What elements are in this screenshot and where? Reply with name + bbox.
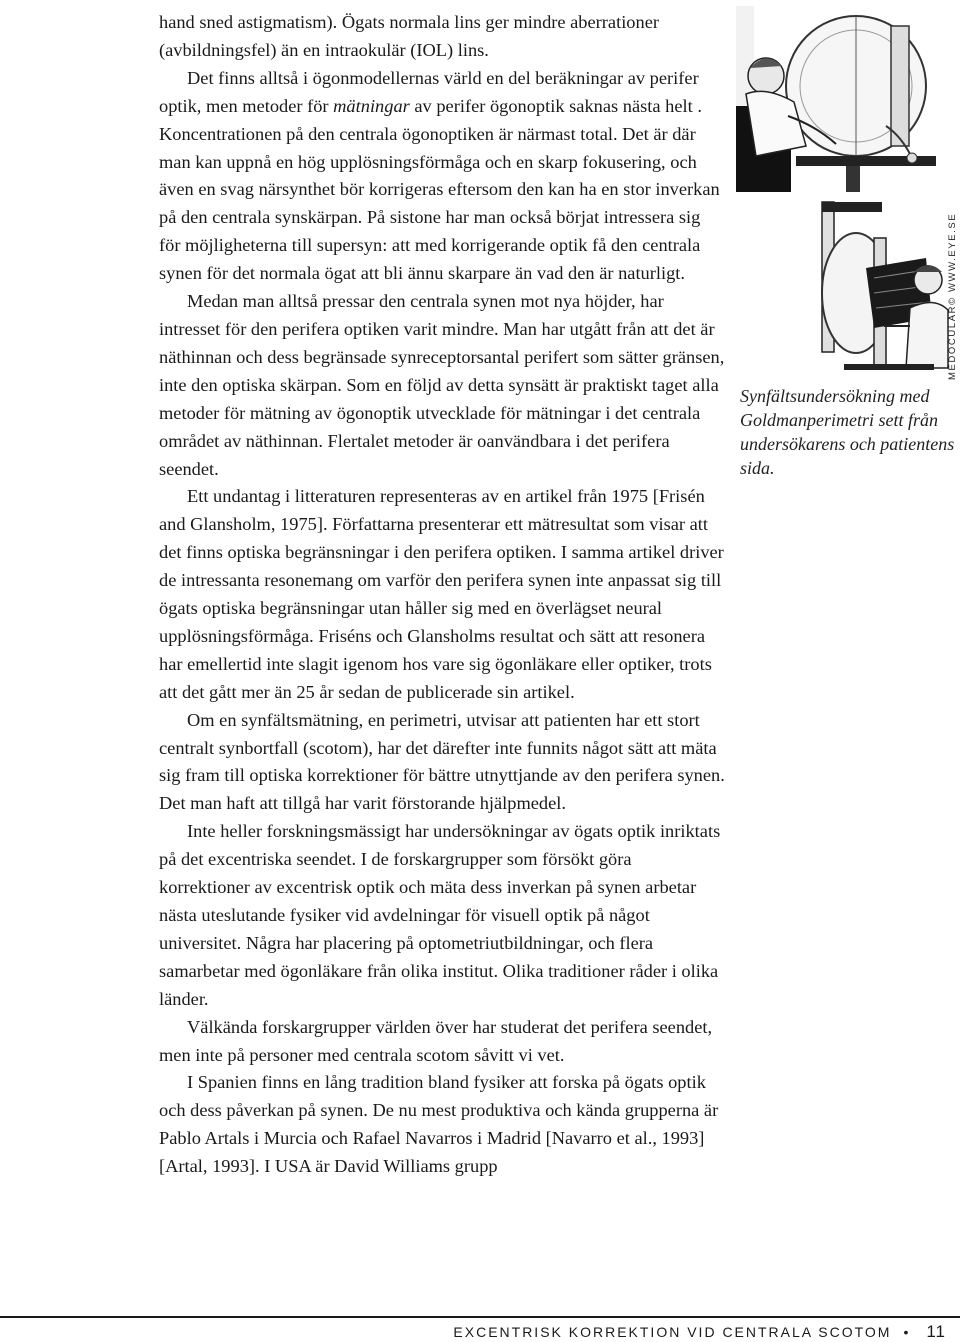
image-credit: MEDOCULAR© WWW.EYE.SE: [947, 212, 958, 380]
paragraph: [159, 65, 725, 288]
paragraph: Medan man alltså pressar den centrala synen mot nya höjder, har intresset för den perifera optiken varit mindre. Man har utgått från att det är näthinnan och dess begränsade synreceptorsantal perifert som sätter gränsen, inte den optiska skärpan. Som en följd av detta synsätt är praktiskt taget alla metoder för mätning av ögonoptik utvecklade för mätningar i det centrala området av näthinnan. Flertalet metoder är oanvändbara i det perifera seendet.: [159, 291, 725, 479]
figure-caption: Synfältsundersökning med Goldmanperimetri sett från undersökarens och patientens sida.: [740, 386, 955, 478]
paragraph: Ett undantag i litteraturen representeras av en artikel från 1975 [Frisén and Glansholm, 1975]. Författarna presenterar ett mätresultat som visar att det finns optiska begränsningar i den perifera optiken. I samma artikel driver de intressanta resonemang om varför den perifera synen inte anpassat sig till ögats optiska begränsningar utan håller sig med en överlägset neural upplösningsförmåga. Friséns och Glansholms resultat och sätt att resonera har emellertid inte slagit igenom hos vare sig ögonläkare eller optiker, trots att det gått mer än 25 år sedan de publicerade sin artikel.: [159, 486, 724, 702]
paragraph-text: av perifer ögonoptik saknas nästa helt . Koncentrationen på den centrala ögonoptiken är närmast total. Det är där man kan uppnå en hög upplösningsförmåga och en skarp fokusering, och även en svag närsynthet bör korrigeras eftersom den kan ha en stor inverkan på den centrala synskärpan. På sistone har man också börjat intressera sig för möjligheterna till supersyn: att med korrigerande optik få den centrala synen för det normala ögat att bli ännu skarpare än vad den är naturligt.: [159, 95, 720, 284]
footer-rule: [0, 1316, 960, 1318]
perimetry-illustration-patient: [814, 198, 950, 378]
paragraph: Välkända forskargrupper världen över har studerat det perifera seendet, men inte på personer med centrala scotom såvitt vi vet.: [159, 1016, 713, 1065]
body-text: [159, 9, 725, 1181]
footer-bullet: •: [903, 1324, 911, 1340]
paragraph: I Spanien finns en lång tradition bland fysiker att forska på ögats optik och dess påverkan på synen. De nu mest produktiva och kända grupperna är Pablo Artals i Murcia och Rafael Navarros i Madrid [Navarro et al., 1993] [Artal, 1993]. I USA är David Williams grupp: [159, 1072, 719, 1177]
page-footer: [453, 1322, 946, 1342]
page-number: 11: [926, 1322, 946, 1341]
running-title: EXCENTRISK KORREKTION VID CENTRALA SCOTOM: [453, 1324, 892, 1340]
paragraph-text: Det finns alltså i ögonmodellernas värld en del beräkningar av perifer optik, men metoder för: [159, 67, 699, 116]
paragraph: hand sned astigmatism). Ögats normala lins ger mindre aberrationer (avbildningsfel) än en intraokulär (IOL) lins.: [159, 12, 659, 60]
perimetry-illustration-examiner: [736, 6, 938, 192]
paragraph: Inte heller forskningsmässigt har undersökningar av ögats optik inriktats på det excentriska seendet. I de forskargrupper som försökt göra korrektioner av excentrisk optik och mäta dess inverkan på synen arbetar nästa uteslutande fysiker vid avdelningar för visuell optik på något universitet. Några har placering på optometriutbildningar, och flera samarbetar med ögonläkare från olika institut. Olika traditioner råder i olika länder.: [159, 821, 721, 1009]
paragraph: Om en synfältsmätning, en perimetri, utvisar att patienten har ett stort centralt synbortfall (scotom), har det därefter inte funnits något sätt att mäta sig fram till optiska korrektioner för bättre utnyttjande av den perifera synen. Det man haft att tillgå har varit förstorande hjälpmedel.: [159, 709, 725, 814]
emphasis-text: mätningar: [333, 95, 410, 116]
